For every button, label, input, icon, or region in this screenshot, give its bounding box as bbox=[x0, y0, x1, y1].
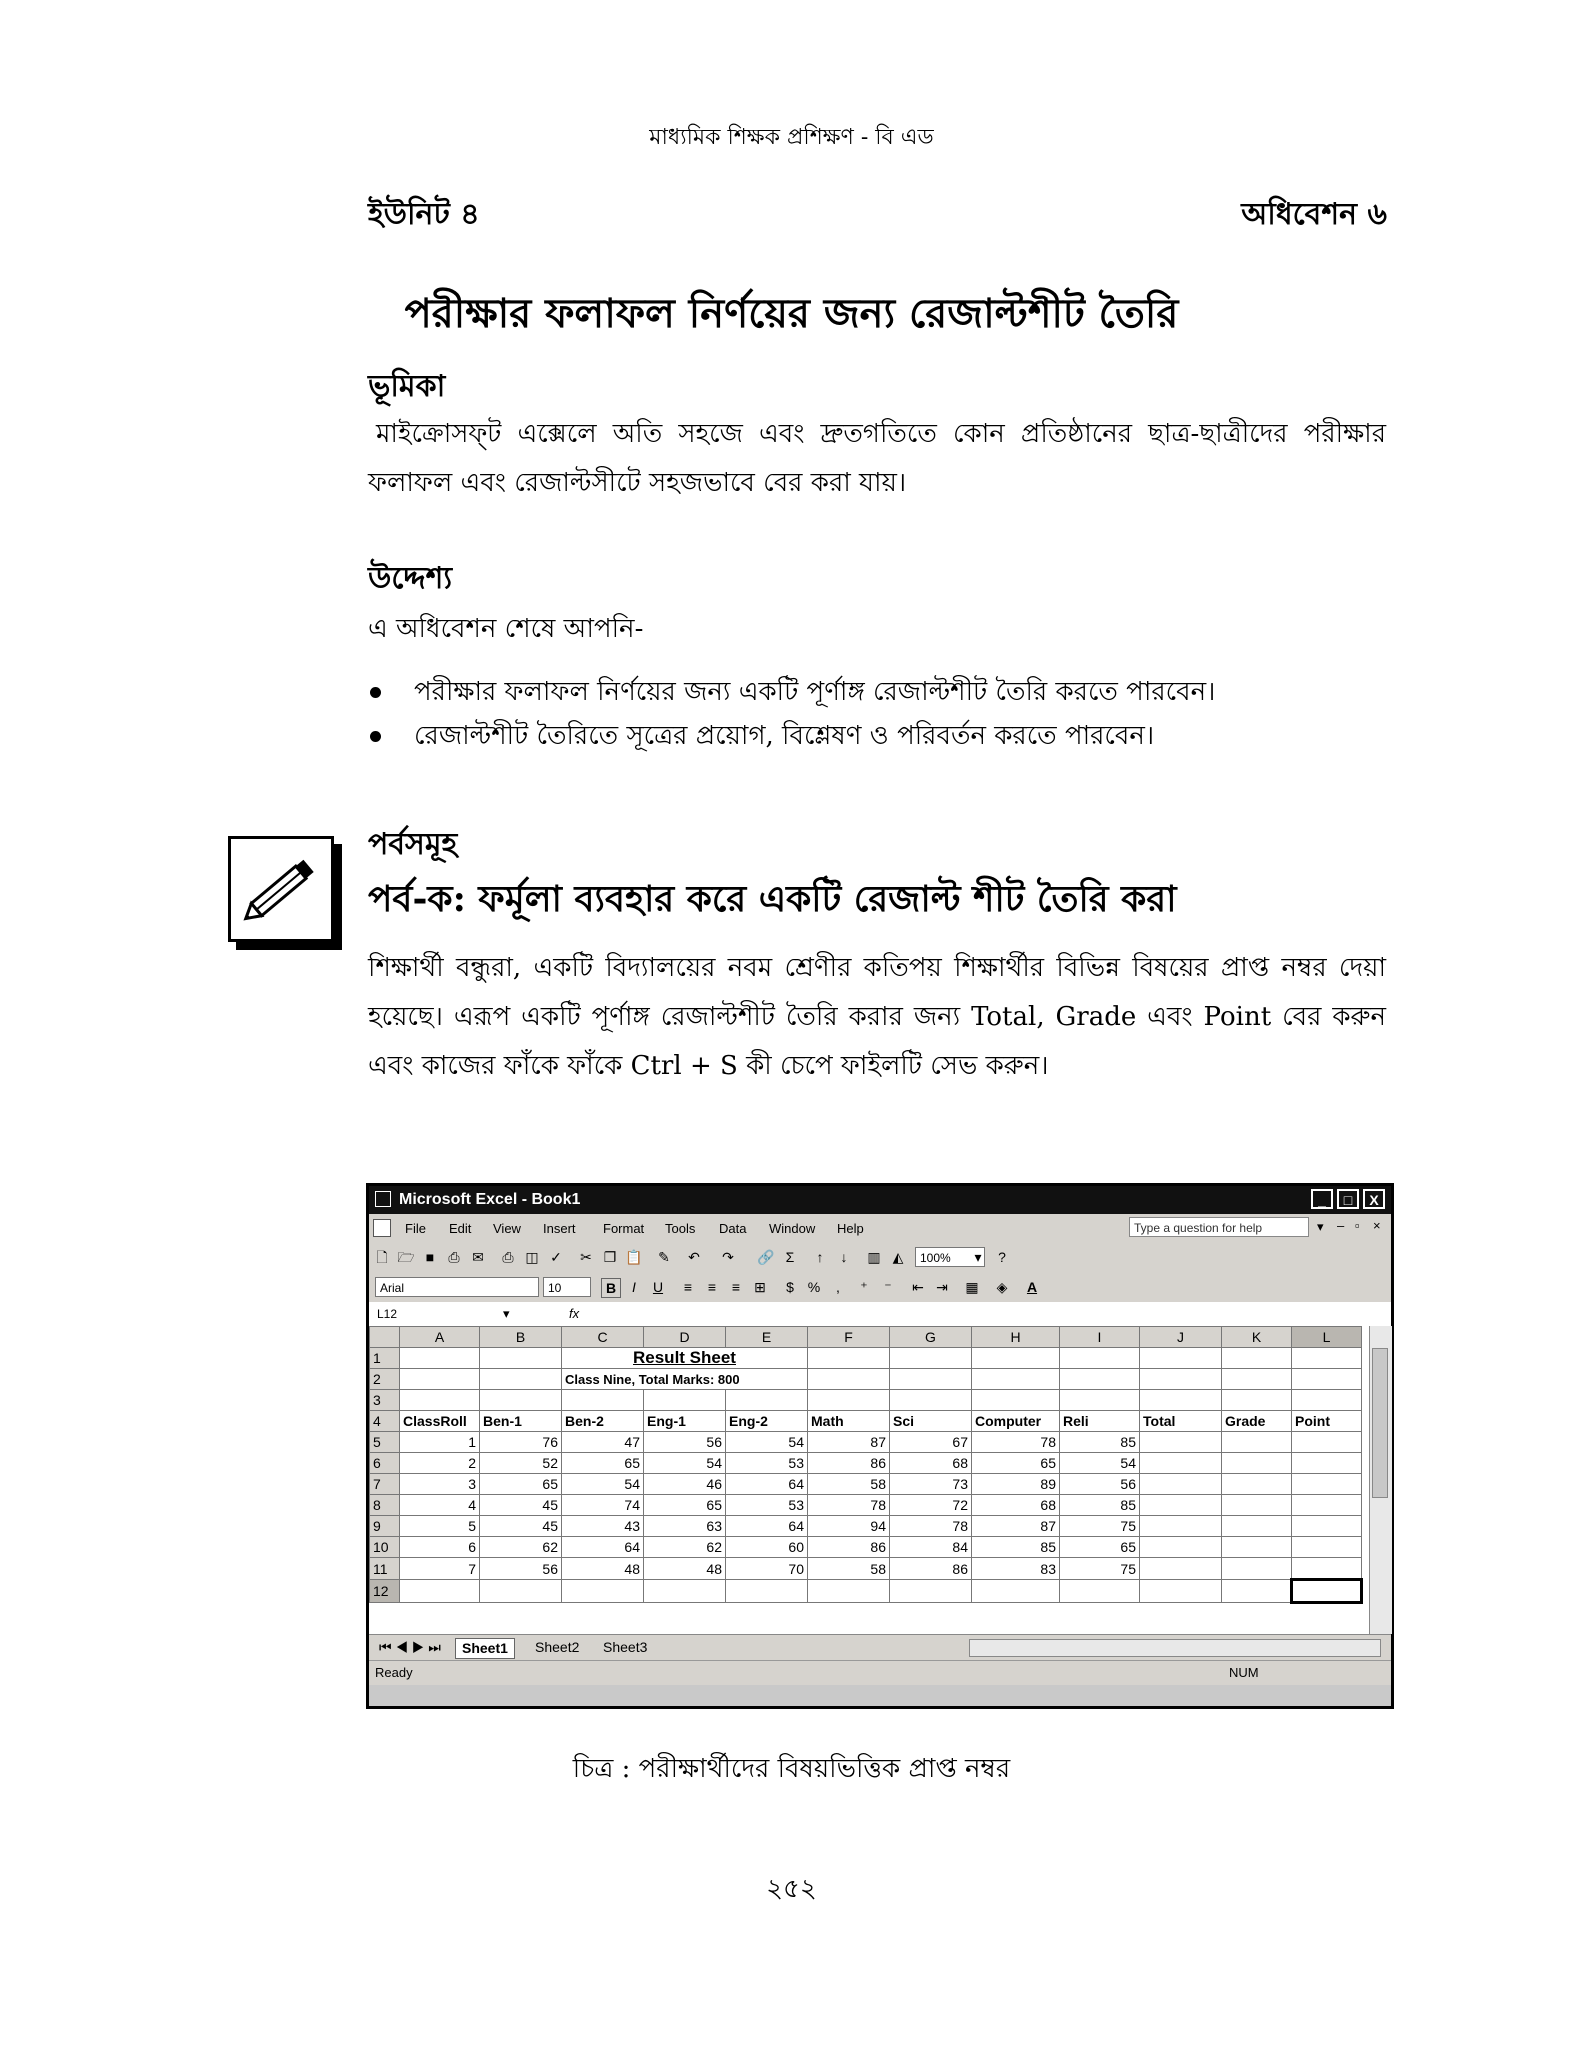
increase-decimal-icon[interactable]: ⁺ bbox=[860, 1279, 868, 1295]
row-header[interactable]: 1 bbox=[370, 1348, 400, 1369]
cell[interactable]: 75 bbox=[1060, 1516, 1140, 1537]
session-label: অধিবেশন ৬ bbox=[1241, 197, 1387, 232]
row-header[interactable]: 12 bbox=[370, 1580, 400, 1603]
menu-help[interactable]: Help bbox=[837, 1221, 864, 1236]
maximize-button[interactable]: □ bbox=[1337, 1189, 1359, 1209]
cell[interactable] bbox=[1222, 1474, 1292, 1495]
cell[interactable]: 53 bbox=[726, 1495, 808, 1516]
header-cell[interactable]: Ben-2 bbox=[562, 1411, 644, 1432]
cell[interactable] bbox=[972, 1580, 1060, 1603]
font-color-icon[interactable]: A bbox=[1026, 1279, 1038, 1295]
cell[interactable] bbox=[1060, 1580, 1140, 1603]
cell[interactable] bbox=[1060, 1369, 1140, 1390]
cell[interactable]: 68 bbox=[972, 1495, 1060, 1516]
cell[interactable]: 58 bbox=[808, 1474, 890, 1495]
row-header[interactable]: 4 bbox=[370, 1411, 400, 1432]
bold-button[interactable]: B bbox=[601, 1278, 621, 1298]
hyperlink-icon[interactable]: 🔗 bbox=[757, 1249, 775, 1265]
cell[interactable]: 65 bbox=[480, 1474, 562, 1495]
cell[interactable]: 84 bbox=[890, 1537, 972, 1558]
cell[interactable]: 85 bbox=[972, 1537, 1060, 1558]
cell[interactable]: 45 bbox=[480, 1516, 562, 1537]
cell[interactable] bbox=[1222, 1453, 1292, 1474]
spelling-icon[interactable]: ✓ bbox=[550, 1249, 562, 1265]
cell[interactable] bbox=[1292, 1558, 1362, 1580]
menu-tools[interactable]: Tools bbox=[665, 1221, 696, 1236]
cell[interactable] bbox=[890, 1369, 972, 1390]
cell[interactable]: 65 bbox=[1060, 1537, 1140, 1558]
cell[interactable] bbox=[1222, 1537, 1292, 1558]
cell[interactable] bbox=[890, 1348, 972, 1369]
header-cell[interactable]: Eng-1 bbox=[644, 1411, 726, 1432]
cell[interactable] bbox=[1222, 1432, 1292, 1453]
tab-sheet1[interactable]: Sheet1 bbox=[455, 1638, 515, 1659]
column-header[interactable]: K bbox=[1222, 1327, 1292, 1348]
sheet-title-cell[interactable]: Result Sheet bbox=[562, 1348, 808, 1369]
header-cell[interactable]: Total bbox=[1140, 1411, 1222, 1432]
cell[interactable]: 62 bbox=[644, 1537, 726, 1558]
column-header[interactable]: G bbox=[890, 1327, 972, 1348]
minimize-button[interactable]: _ bbox=[1311, 1189, 1333, 1209]
cell[interactable] bbox=[808, 1390, 890, 1411]
cell[interactable] bbox=[1140, 1516, 1222, 1537]
sections-heading: পর্বসমূহ bbox=[368, 827, 458, 862]
cell[interactable] bbox=[1222, 1516, 1292, 1537]
close-icon[interactable]: × bbox=[1373, 1218, 1381, 1233]
table-row bbox=[370, 1580, 1362, 1603]
help-search-input[interactable]: Type a question for help bbox=[1129, 1217, 1309, 1237]
format-painter-icon[interactable]: ✎ bbox=[658, 1249, 670, 1265]
worksheet-table bbox=[369, 1326, 1363, 1604]
cell[interactable] bbox=[1060, 1348, 1140, 1369]
bullet-icon bbox=[370, 731, 381, 742]
page-title: পরীক্ষার ফলাফল নির্ণয়ের জন্য রেজাল্টশীট তৈরি bbox=[404, 290, 1179, 337]
column-header[interactable]: A bbox=[400, 1327, 480, 1348]
cell[interactable] bbox=[972, 1390, 1060, 1411]
cell[interactable] bbox=[480, 1348, 562, 1369]
formula-bar bbox=[369, 1302, 1391, 1327]
list-item bbox=[368, 714, 1386, 758]
cell[interactable]: 65 bbox=[562, 1453, 644, 1474]
sheet-tabs-bar bbox=[369, 1634, 1391, 1661]
autosum-icon[interactable]: Σ bbox=[785, 1249, 795, 1265]
cell[interactable] bbox=[808, 1348, 890, 1369]
cell[interactable]: 53 bbox=[726, 1453, 808, 1474]
section-text: শিক্ষার্থী বন্ধুরা, একটি বিদ্যালয়ের নবম শ্রেণীর কতিপয় শিক্ষার্থীর বিভিন্ন বিষয়ের প্রাপ্ত নম্বর দেয়া হয়েছে। এরূপ একটি পূর্ণাঙ্গ রেজাল্টশীট তৈরি করার জন্য Total, Grade এবং Point বের করুন এবং কাজের ফাঁকে ফাঁকে Ctrl + S কী চেপে ফাইলটি সেভ করুন। bbox=[368, 953, 1386, 1081]
row-header[interactable]: 7 bbox=[370, 1474, 400, 1495]
name-box[interactable]: L12 bbox=[373, 1304, 493, 1324]
sort-ascending-icon[interactable]: ↑ bbox=[816, 1249, 824, 1265]
cell[interactable] bbox=[1140, 1558, 1222, 1580]
chevron-down-icon[interactable]: ▾ bbox=[1317, 1219, 1324, 1234]
cell[interactable] bbox=[562, 1390, 644, 1411]
cell[interactable] bbox=[1140, 1348, 1222, 1369]
header-cell[interactable]: Grade bbox=[1222, 1411, 1292, 1432]
menu-insert[interactable]: Insert bbox=[543, 1221, 576, 1236]
increase-indent-icon[interactable]: ⇥ bbox=[936, 1279, 948, 1295]
column-header[interactable]: F bbox=[808, 1327, 890, 1348]
column-header[interactable]: D bbox=[644, 1327, 726, 1348]
zoom-select[interactable]: 100% bbox=[915, 1247, 985, 1267]
excel-window bbox=[366, 1183, 1394, 1709]
cell[interactable]: 64 bbox=[726, 1474, 808, 1495]
cell[interactable]: 86 bbox=[808, 1453, 890, 1474]
select-all-corner[interactable] bbox=[370, 1327, 400, 1348]
cell[interactable] bbox=[644, 1390, 726, 1411]
cell[interactable]: 78 bbox=[808, 1495, 890, 1516]
cell[interactable] bbox=[808, 1369, 890, 1390]
cell[interactable]: 43 bbox=[562, 1516, 644, 1537]
cell[interactable]: 86 bbox=[808, 1537, 890, 1558]
row-header[interactable]: 3 bbox=[370, 1390, 400, 1411]
merge-center-icon[interactable]: ⊞ bbox=[754, 1279, 766, 1295]
cell[interactable] bbox=[1140, 1369, 1222, 1390]
sheet-subtitle-cell[interactable]: Class Nine, Total Marks: 800 bbox=[562, 1369, 808, 1390]
table-row bbox=[370, 1516, 1362, 1537]
header-cell[interactable]: Math bbox=[808, 1411, 890, 1432]
cell[interactable]: 54 bbox=[562, 1474, 644, 1495]
row-header[interactable]: 11 bbox=[370, 1558, 400, 1580]
fx-icon[interactable]: fx bbox=[569, 1306, 580, 1321]
cell[interactable]: 85 bbox=[1060, 1495, 1140, 1516]
cell[interactable] bbox=[1292, 1537, 1362, 1558]
open-icon[interactable]: 🗁 bbox=[397, 1249, 415, 1265]
cell[interactable]: 54 bbox=[1060, 1453, 1140, 1474]
underline-button[interactable]: U bbox=[652, 1279, 664, 1295]
column-header[interactable]: C bbox=[562, 1327, 644, 1348]
cell[interactable] bbox=[890, 1580, 972, 1603]
cell[interactable] bbox=[1292, 1390, 1362, 1411]
cell[interactable] bbox=[1292, 1495, 1362, 1516]
fill-color-icon[interactable]: ◈ bbox=[996, 1279, 1008, 1295]
drawing-icon[interactable]: ◭ bbox=[892, 1249, 904, 1265]
chevron-down-icon[interactable]: ▾ bbox=[974, 1249, 982, 1265]
cell[interactable]: 94 bbox=[808, 1516, 890, 1537]
excel-app-icon bbox=[375, 1191, 391, 1207]
cell[interactable]: 4 bbox=[400, 1495, 480, 1516]
cell[interactable]: 46 bbox=[644, 1474, 726, 1495]
menu-bar bbox=[369, 1214, 1391, 1243]
cell[interactable]: 64 bbox=[726, 1516, 808, 1537]
intro-heading: ভূমিকা bbox=[368, 369, 446, 404]
header-cell[interactable]: Ben-1 bbox=[480, 1411, 562, 1432]
cell[interactable]: 7 bbox=[400, 1558, 480, 1580]
table-row bbox=[370, 1474, 1362, 1495]
copy-icon[interactable]: ❐ bbox=[603, 1249, 617, 1265]
row-header[interactable]: 5 bbox=[370, 1432, 400, 1453]
cell[interactable]: 60 bbox=[726, 1537, 808, 1558]
objectives-list bbox=[368, 670, 1386, 758]
cell[interactable] bbox=[1222, 1580, 1292, 1603]
header-row bbox=[370, 1411, 1362, 1432]
cell[interactable] bbox=[972, 1348, 1060, 1369]
cell[interactable] bbox=[1060, 1390, 1140, 1411]
cell[interactable] bbox=[1140, 1453, 1222, 1474]
cell[interactable]: 87 bbox=[972, 1516, 1060, 1537]
tab-sheet3[interactable]: Sheet3 bbox=[603, 1639, 648, 1655]
header-cell[interactable]: Eng-2 bbox=[726, 1411, 808, 1432]
cell[interactable]: 5 bbox=[400, 1516, 480, 1537]
header-cell[interactable]: Sci bbox=[890, 1411, 972, 1432]
cell[interactable]: 76 bbox=[480, 1432, 562, 1453]
borders-icon[interactable]: ▦ bbox=[965, 1279, 979, 1295]
comma-icon[interactable]: , bbox=[836, 1279, 840, 1295]
cell[interactable] bbox=[726, 1390, 808, 1411]
cell[interactable] bbox=[890, 1390, 972, 1411]
tab-sheet2[interactable]: Sheet2 bbox=[535, 1639, 580, 1655]
percent-icon[interactable]: % bbox=[807, 1279, 821, 1295]
cell[interactable] bbox=[400, 1390, 480, 1411]
cell[interactable] bbox=[1222, 1495, 1292, 1516]
restore-icon[interactable]: ▫ bbox=[1355, 1218, 1360, 1233]
cell[interactable]: 89 bbox=[972, 1474, 1060, 1495]
undo-icon[interactable]: ↶ bbox=[688, 1249, 700, 1265]
cell[interactable] bbox=[400, 1580, 480, 1603]
list-item bbox=[368, 670, 1386, 714]
menu-data[interactable]: Data bbox=[719, 1221, 747, 1236]
currency-icon[interactable]: $ bbox=[786, 1279, 794, 1295]
cell[interactable] bbox=[972, 1369, 1060, 1390]
column-header-row bbox=[370, 1327, 1362, 1348]
dropdown-arrow-icon[interactable]: ▾ bbox=[503, 1306, 510, 1321]
table-row bbox=[370, 1369, 1362, 1390]
num-lock-indicator: NUM bbox=[1229, 1665, 1259, 1680]
cell[interactable]: 56 bbox=[1060, 1474, 1140, 1495]
page-number: ২৫২ bbox=[766, 1874, 817, 1904]
row-header[interactable]: 10 bbox=[370, 1537, 400, 1558]
tab-nav-arrows-icon[interactable]: ⏮ ◀ ▶ ⏭ bbox=[379, 1639, 441, 1655]
objective-text: রেজাল্টশীট তৈরিতে সূত্রের প্রয়োগ, বিশ্লেষণ ও পরিবর্তন করতে পারবেন। bbox=[414, 721, 1155, 751]
cell[interactable]: 87 bbox=[808, 1432, 890, 1453]
cell[interactable]: 68 bbox=[890, 1453, 972, 1474]
minimize-icon[interactable]: – bbox=[1337, 1218, 1345, 1233]
row-header[interactable]: 2 bbox=[370, 1369, 400, 1390]
menu-view[interactable]: View bbox=[493, 1221, 521, 1236]
cell[interactable]: 58 bbox=[808, 1558, 890, 1580]
row-header[interactable]: 8 bbox=[370, 1495, 400, 1516]
cell[interactable]: 56 bbox=[644, 1432, 726, 1453]
cell[interactable] bbox=[1140, 1432, 1222, 1453]
row-header[interactable]: 6 bbox=[370, 1453, 400, 1474]
cell[interactable]: 56 bbox=[480, 1558, 562, 1580]
decrease-indent-icon[interactable]: ⇤ bbox=[912, 1279, 924, 1295]
cell[interactable] bbox=[1292, 1474, 1362, 1495]
objectives-heading: উদ্দেশ্য bbox=[368, 561, 453, 596]
chart-wizard-icon[interactable]: ▥ bbox=[867, 1249, 881, 1265]
menu-edit[interactable]: Edit bbox=[449, 1221, 472, 1236]
cell[interactable]: 65 bbox=[644, 1495, 726, 1516]
cell[interactable]: 86 bbox=[890, 1558, 972, 1580]
table-row bbox=[370, 1495, 1362, 1516]
cell[interactable] bbox=[400, 1348, 480, 1369]
cell[interactable]: 6 bbox=[400, 1537, 480, 1558]
unit-label: ইউনিট ৪ bbox=[368, 197, 480, 232]
save-icon[interactable]: ■ bbox=[425, 1249, 435, 1265]
align-left-icon[interactable]: ≡ bbox=[683, 1279, 693, 1295]
cell[interactable] bbox=[562, 1580, 644, 1603]
permission-icon[interactable]: ⎙ bbox=[448, 1249, 460, 1265]
vertical-scrollbar[interactable] bbox=[1369, 1326, 1392, 1634]
font-name-select[interactable]: Arial bbox=[375, 1277, 539, 1297]
print-icon[interactable]: ⎙ bbox=[502, 1249, 514, 1265]
formatting-toolbar bbox=[369, 1272, 1391, 1303]
horizontal-scrollbar[interactable] bbox=[969, 1639, 1381, 1657]
column-header[interactable]: B bbox=[480, 1327, 562, 1348]
cell[interactable]: 54 bbox=[726, 1432, 808, 1453]
cell[interactable]: 85 bbox=[1060, 1432, 1140, 1453]
column-header[interactable]: E bbox=[726, 1327, 808, 1348]
print-preview-icon[interactable]: ◫ bbox=[525, 1249, 539, 1265]
cell[interactable] bbox=[400, 1369, 480, 1390]
header-cell[interactable]: Computer bbox=[972, 1411, 1060, 1432]
section-title: পর্ব-ক: ফর্মূলা ব্যবহার করে একটি রেজাল্ট শীট তৈরি করা bbox=[368, 878, 1177, 920]
paste-icon[interactable]: 📋 bbox=[625, 1249, 643, 1265]
sort-descending-icon[interactable]: ↓ bbox=[840, 1249, 848, 1265]
decrease-decimal-icon[interactable]: ⁻ bbox=[884, 1279, 892, 1295]
cell[interactable] bbox=[1140, 1580, 1222, 1603]
close-button[interactable]: X bbox=[1363, 1189, 1385, 1209]
cell[interactable] bbox=[726, 1580, 808, 1603]
cell[interactable] bbox=[1140, 1537, 1222, 1558]
standard-toolbar bbox=[369, 1242, 1391, 1273]
cell[interactable]: 2 bbox=[400, 1453, 480, 1474]
cell[interactable]: 74 bbox=[562, 1495, 644, 1516]
cell[interactable]: 48 bbox=[562, 1558, 644, 1580]
cut-icon[interactable]: ✂ bbox=[580, 1249, 592, 1265]
window-title: Microsoft Excel - Book1 bbox=[399, 1191, 581, 1208]
cell[interactable]: 83 bbox=[972, 1558, 1060, 1580]
email-icon[interactable]: ✉ bbox=[472, 1249, 484, 1265]
cell[interactable] bbox=[1140, 1495, 1222, 1516]
table-row bbox=[370, 1390, 1362, 1411]
cell[interactable]: 64 bbox=[562, 1537, 644, 1558]
table-row bbox=[370, 1432, 1362, 1453]
cell[interactable]: 70 bbox=[726, 1558, 808, 1580]
cell[interactable]: 1 bbox=[400, 1432, 480, 1453]
new-icon[interactable]: 🗋 bbox=[376, 1249, 388, 1265]
menu-window[interactable]: Window bbox=[769, 1221, 816, 1236]
cell[interactable] bbox=[1222, 1390, 1292, 1411]
objective-text: পরীক্ষার ফলাফল নির্ণয়ের জন্য একটি পূর্ণাঙ্গ রেজাল্টশীট তৈরি করতে পারবেন। bbox=[414, 677, 1216, 707]
pencil-icon bbox=[228, 836, 334, 942]
font-size-select[interactable]: 10 bbox=[543, 1277, 591, 1297]
scrollbar-thumb[interactable] bbox=[1372, 1348, 1388, 1498]
status-text: Ready bbox=[375, 1665, 413, 1680]
cell[interactable]: 72 bbox=[890, 1495, 972, 1516]
help-icon[interactable]: ? bbox=[998, 1249, 1006, 1265]
table-row bbox=[370, 1558, 1362, 1580]
cell[interactable]: 3 bbox=[400, 1474, 480, 1495]
cell[interactable] bbox=[1222, 1369, 1292, 1390]
row-header[interactable]: 9 bbox=[370, 1516, 400, 1537]
cell[interactable] bbox=[1140, 1474, 1222, 1495]
cell[interactable]: 47 bbox=[562, 1432, 644, 1453]
table-row bbox=[370, 1537, 1362, 1558]
cell[interactable] bbox=[480, 1390, 562, 1411]
header-cell[interactable]: Reli bbox=[1060, 1411, 1140, 1432]
cell[interactable]: 67 bbox=[890, 1432, 972, 1453]
redo-icon[interactable]: ↷ bbox=[722, 1249, 734, 1265]
cell[interactable] bbox=[1222, 1348, 1292, 1369]
intro-text: মাইক্রোসফ্‌ট এক্সেলে অতি সহজে এবং দ্রুতগতিতে কোন প্রতিষ্ঠানের ছাত্র-ছাত্রীদের পরীক্ষার ফলাফল এবং রেজাল্টসীটে সহজভাবে বের করা যায়। bbox=[368, 419, 1386, 498]
column-header[interactable]: H bbox=[972, 1327, 1060, 1348]
cell[interactable]: 75 bbox=[1060, 1558, 1140, 1580]
status-bar bbox=[369, 1660, 1391, 1685]
worksheet-grid[interactable] bbox=[369, 1326, 1369, 1634]
cell[interactable]: 52 bbox=[480, 1453, 562, 1474]
cell[interactable] bbox=[480, 1580, 562, 1603]
cell[interactable] bbox=[1140, 1390, 1222, 1411]
header-cell[interactable]: Point bbox=[1292, 1411, 1362, 1432]
active-cell[interactable] bbox=[1292, 1580, 1362, 1603]
column-header[interactable]: L bbox=[1292, 1327, 1362, 1348]
cell[interactable]: 62 bbox=[480, 1537, 562, 1558]
italic-button[interactable]: I bbox=[632, 1279, 636, 1295]
figure-caption: চিত্র : পরীক্ষার্থীদের বিষয়ভিত্তিক প্রাপ্ত নম্বর bbox=[572, 1754, 1011, 1784]
table-row bbox=[370, 1348, 1362, 1369]
cell[interactable]: 78 bbox=[890, 1516, 972, 1537]
running-header: মাধ্যমিক শিক্ষক প্রশিক্ষণ - বি এড bbox=[649, 125, 934, 150]
cell[interactable] bbox=[1292, 1432, 1362, 1453]
bullet-icon bbox=[370, 687, 381, 698]
cell[interactable]: 78 bbox=[972, 1432, 1060, 1453]
column-header[interactable]: J bbox=[1140, 1327, 1222, 1348]
title-bar bbox=[369, 1186, 1391, 1214]
cell[interactable] bbox=[1292, 1369, 1362, 1390]
align-right-icon[interactable]: ≡ bbox=[731, 1279, 741, 1295]
column-header[interactable]: I bbox=[1060, 1327, 1140, 1348]
cell[interactable]: 45 bbox=[480, 1495, 562, 1516]
cell[interactable]: 54 bbox=[644, 1453, 726, 1474]
cell[interactable] bbox=[1292, 1348, 1362, 1369]
cell[interactable]: 65 bbox=[972, 1453, 1060, 1474]
objectives-lead: এ অধিবেশন শেষে আপনি- bbox=[368, 614, 644, 644]
cell[interactable] bbox=[1292, 1453, 1362, 1474]
align-center-icon[interactable]: ≡ bbox=[707, 1279, 717, 1295]
cell[interactable]: 73 bbox=[890, 1474, 972, 1495]
cell[interactable] bbox=[1222, 1558, 1292, 1580]
cell[interactable]: 63 bbox=[644, 1516, 726, 1537]
cell[interactable]: 48 bbox=[644, 1558, 726, 1580]
menu-file[interactable]: File bbox=[405, 1221, 426, 1236]
menu-format[interactable]: Format bbox=[603, 1221, 645, 1236]
table-row bbox=[370, 1453, 1362, 1474]
cell[interactable] bbox=[1292, 1516, 1362, 1537]
cell[interactable] bbox=[644, 1580, 726, 1603]
cell[interactable] bbox=[480, 1369, 562, 1390]
cell[interactable] bbox=[808, 1580, 890, 1603]
header-cell[interactable]: ClassRoll bbox=[400, 1411, 480, 1432]
workbook-icon[interactable] bbox=[373, 1219, 391, 1237]
